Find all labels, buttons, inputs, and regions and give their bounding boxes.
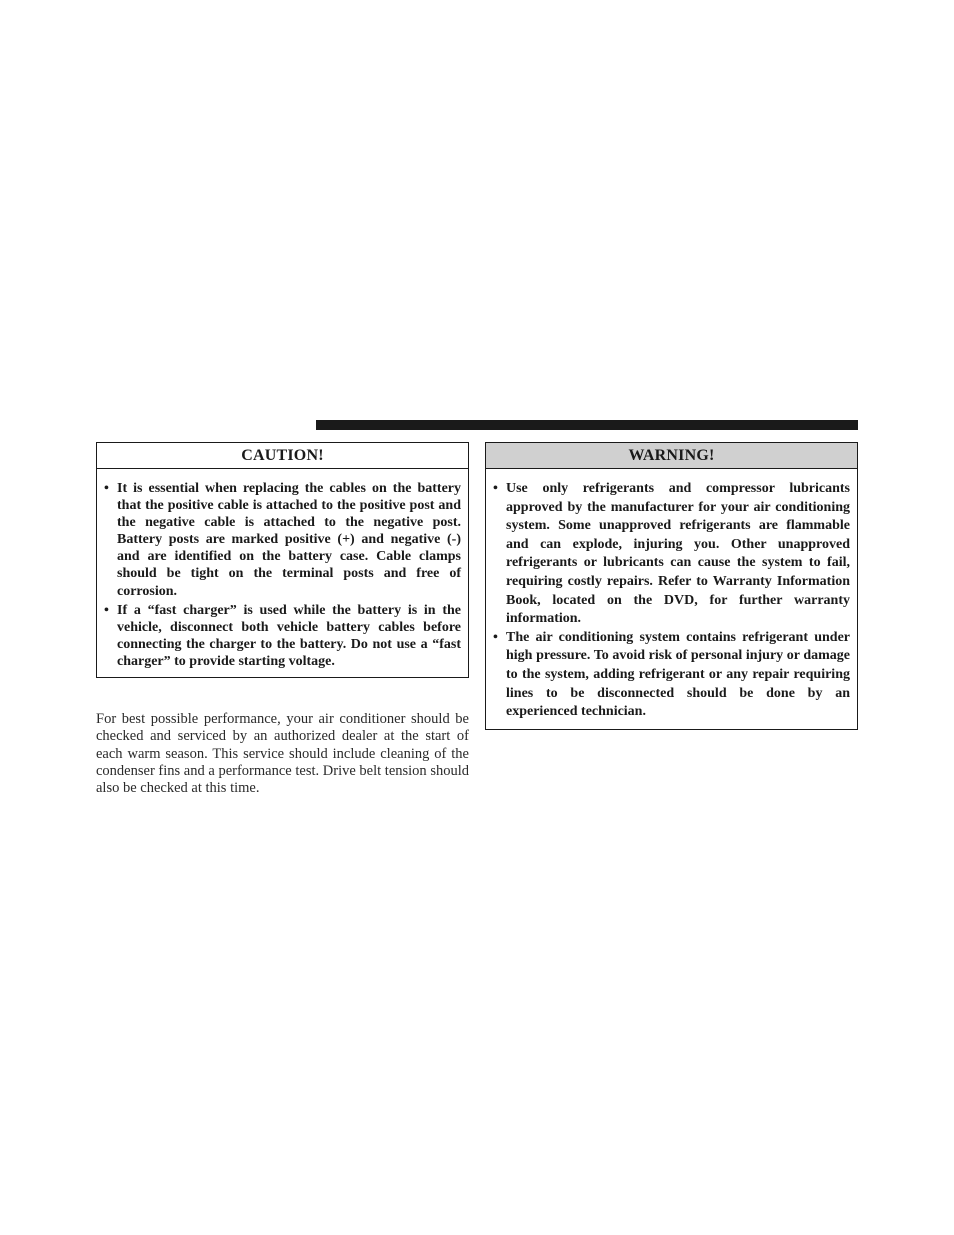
warning-item-text: Use only refrigerants and compressor lubricants approved by the manufacturer for your air conditioning system. Some unapproved refrigerants are flammable and can explode, injuring you. Other unapproved refrigerants or lubricants can cause the system to fail, requiring costly repairs. Refer to Warranty Information Book, located on the DVD, for further warranty information. bbox=[506, 481, 850, 627]
list-item bbox=[493, 480, 850, 629]
bullet-icon: • bbox=[493, 629, 498, 645]
maintenance-paragraph: For best possible performance, your air conditioner should be checked and serviced by an authorized dealer at the start of each warm season. This service should include cleaning of the condenser fins and a performance test. Drive belt tension should also be checked at this time. bbox=[96, 711, 469, 797]
list-item bbox=[104, 480, 461, 600]
caution-list bbox=[97, 469, 468, 670]
caution-item-text: If a “fast charger” is used while the battery is in the vehicle, disconnect both vehicle battery cables before connecting the charger to the battery. Do not use a “fast charger” to provide starting voltage. bbox=[117, 602, 461, 669]
caution-title: CAUTION! bbox=[97, 443, 468, 469]
bullet-icon: • bbox=[104, 481, 109, 496]
warning-item-text: The air conditioning system contains refrigerant under high pressure. To avoid risk of personal injury or damage to the system, adding refrigerant or any repair requiring lines to be disconnected should be done by an experienced technician. bbox=[506, 629, 850, 720]
caution-box bbox=[96, 442, 469, 678]
section-header-bar bbox=[316, 420, 858, 430]
caution-item-text: It is essential when replacing the cables on the battery that the positive cable is attached to the positive post and the negative cable is attached to the negative post. Battery posts are marked positive (+) and negative (-) and are identified on the battery case. Cable clamps should be tight on the terminal posts and free of corrosion. bbox=[117, 481, 461, 599]
warning-title: WARNING! bbox=[486, 443, 857, 469]
list-item bbox=[104, 602, 461, 670]
bullet-icon: • bbox=[493, 481, 498, 496]
bullet-icon: • bbox=[104, 602, 109, 618]
warning-box bbox=[485, 442, 858, 730]
warning-list bbox=[486, 469, 857, 722]
list-item bbox=[493, 629, 850, 722]
